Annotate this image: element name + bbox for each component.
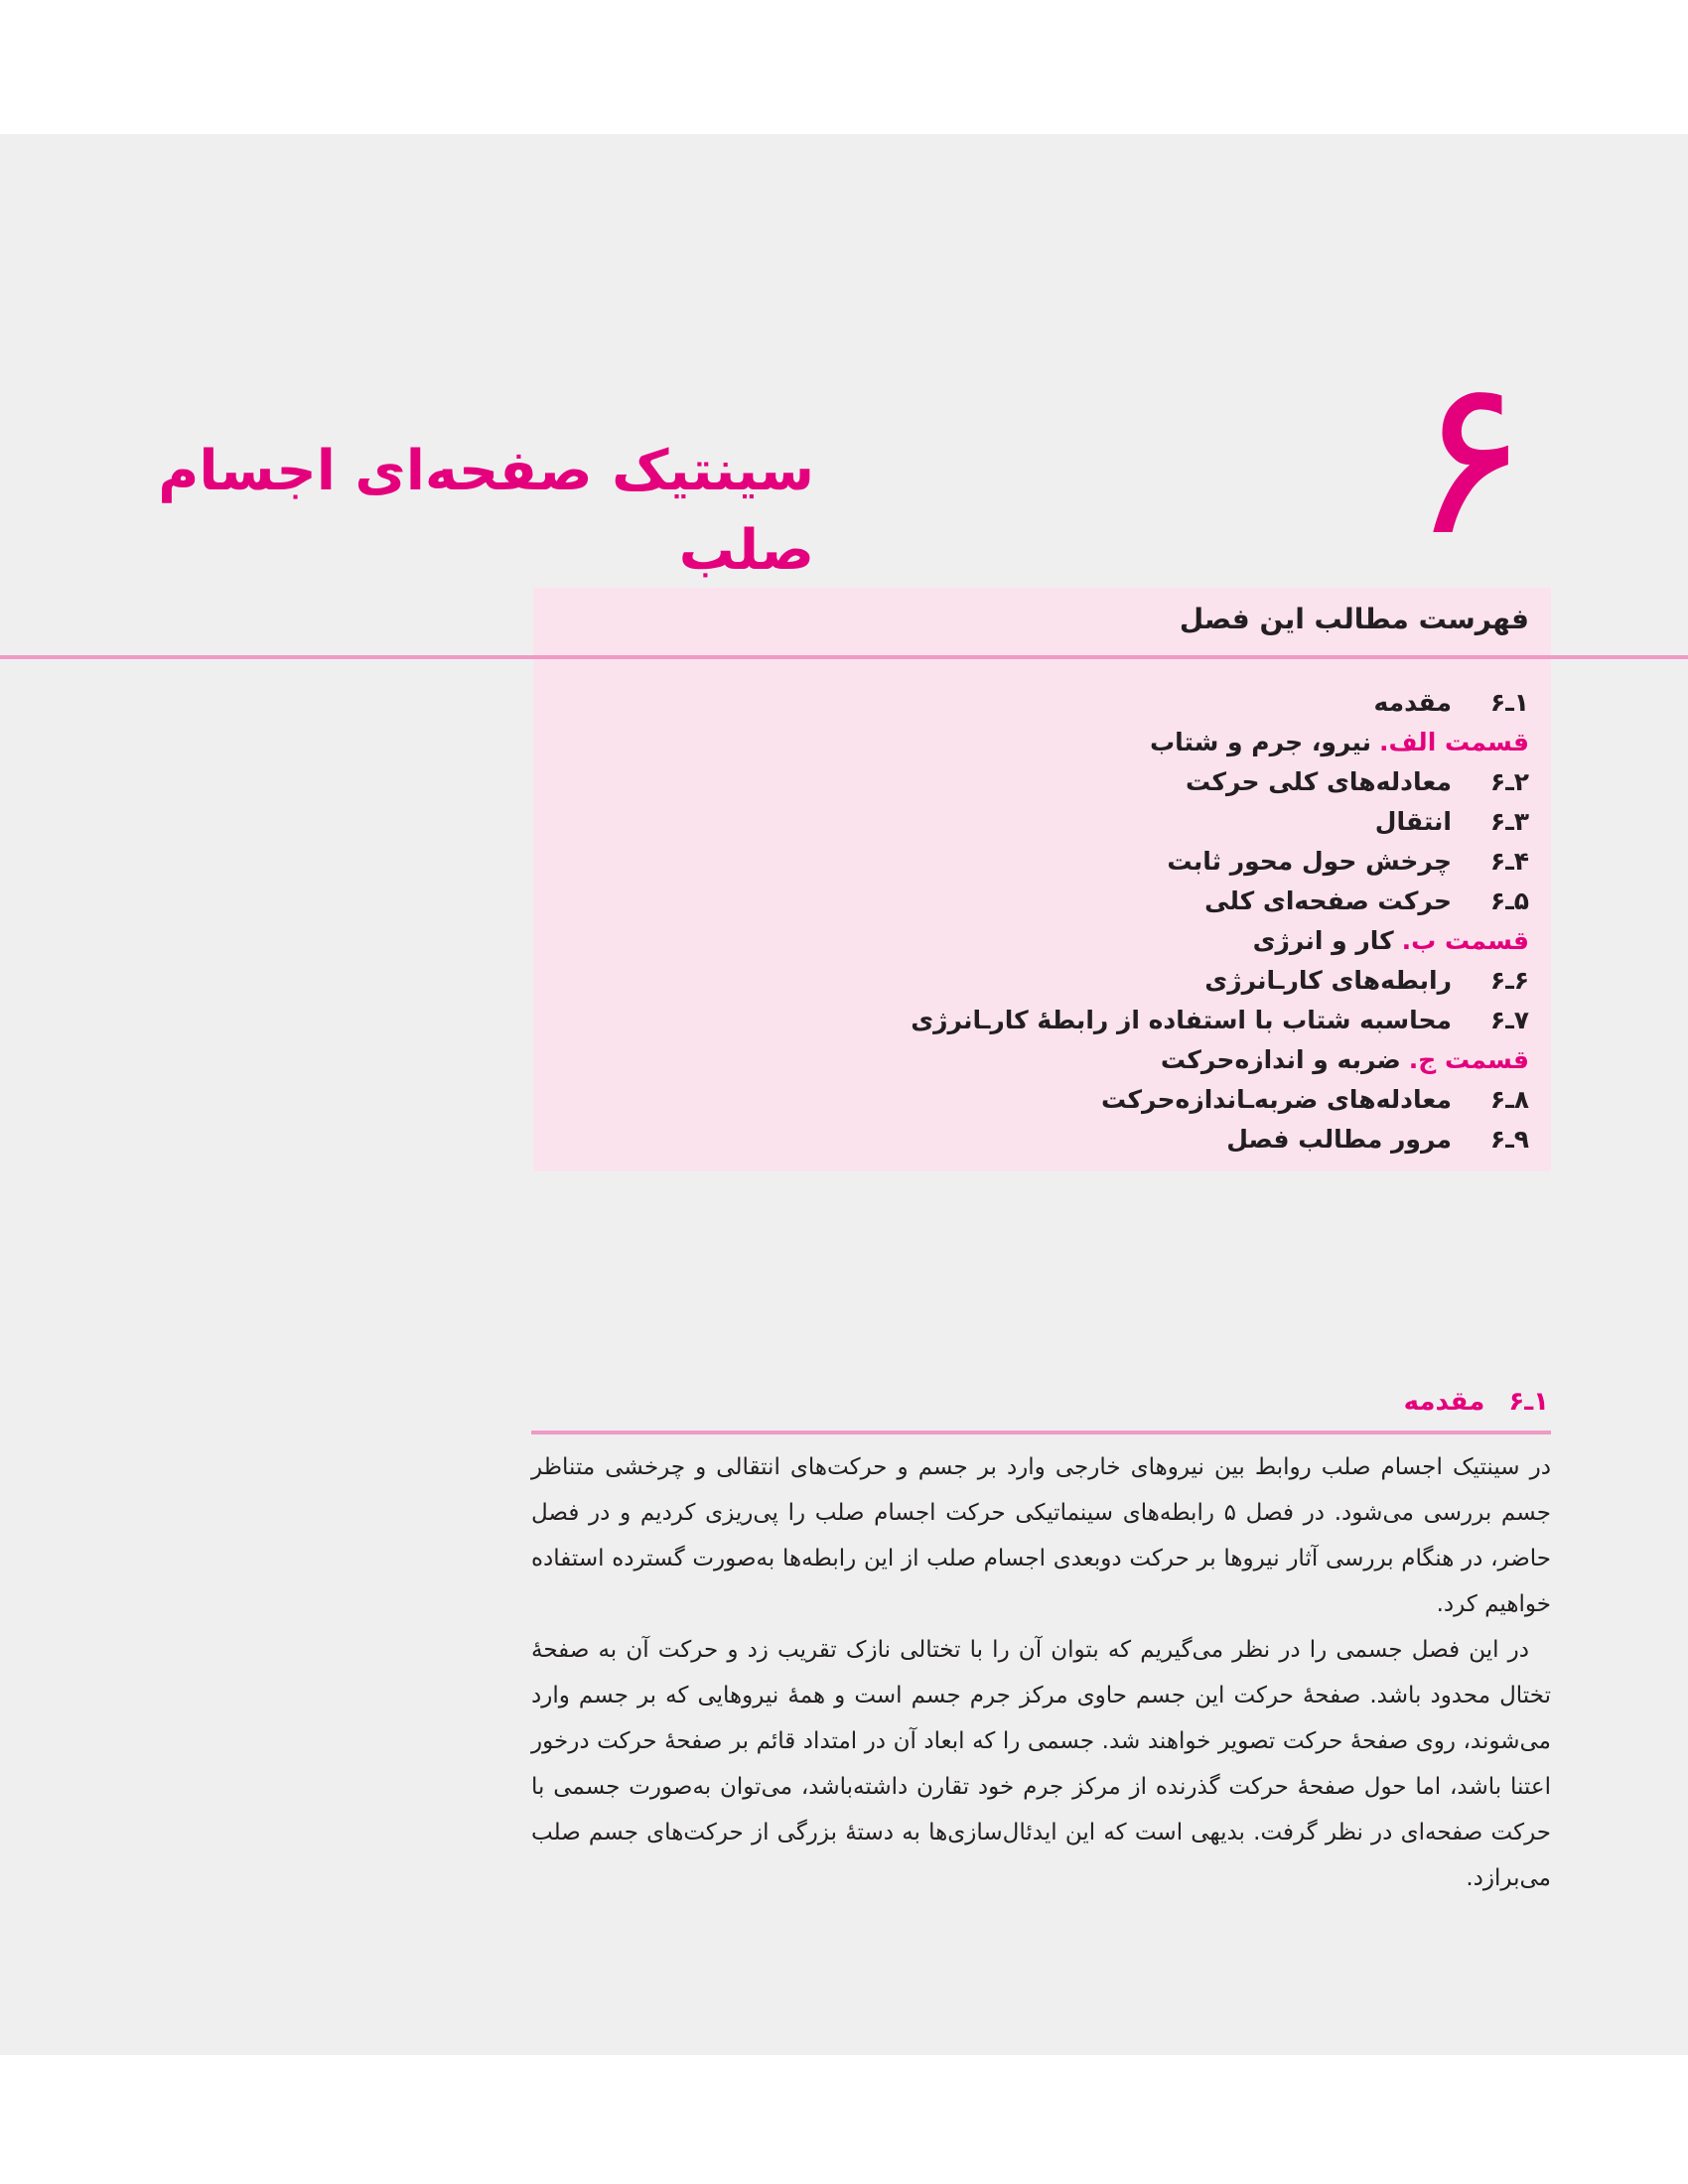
toc-part xyxy=(556,1040,1529,1080)
toc-item xyxy=(556,1080,1529,1120)
toc-item-number: ۶ـ۶ xyxy=(1489,966,1529,995)
body-text xyxy=(531,1444,1551,1901)
chapter-number: ۶ xyxy=(1410,330,1529,584)
toc-part xyxy=(556,921,1529,961)
toc-part-label: قسمت الف. xyxy=(1379,728,1529,756)
toc-item-number: ۴ـ۶ xyxy=(1489,847,1529,876)
toc-part-title: نیرو، جرم و شتاب xyxy=(1150,728,1372,756)
toc-item xyxy=(556,762,1529,802)
toc-item-label: محاسبه شتاب با استفاده از رابطهٔ کارـانرژی xyxy=(911,1006,1452,1034)
toc-item xyxy=(556,842,1529,882)
toc-part xyxy=(556,723,1529,762)
toc-item-number: ۳ـ۶ xyxy=(1489,807,1529,836)
toc-item xyxy=(556,961,1529,1001)
toc-item xyxy=(556,683,1529,723)
toc-item-label: مرور مطالب فصل xyxy=(1226,1125,1452,1154)
section-divider xyxy=(531,1431,1551,1434)
toc-item-label: معادله‌های ضربه‌ـاندازه‌حرکت xyxy=(1100,1085,1452,1114)
toc-part-label: قسمت ب. xyxy=(1401,926,1529,955)
toc-item-number: ۲ـ۶ xyxy=(1489,767,1529,796)
toc-item-number: ۵ـ۶ xyxy=(1489,887,1529,915)
toc-part-title: کار و انرژی xyxy=(1252,926,1394,955)
toc-item-label: معادله‌های کلی حرکت xyxy=(1185,767,1452,796)
toc-heading: فهرست مطالب این فصل xyxy=(1179,603,1529,635)
toc-item-number: ۱ـ۶ xyxy=(1489,688,1529,717)
toc-item xyxy=(556,1001,1529,1040)
section-number: ۱ـ۶ xyxy=(1508,1387,1549,1417)
toc-item-label: مقدمه xyxy=(1373,688,1452,717)
paragraph: در سینتیک اجسام صلب روابط بین نیروهای خارجی وارد بر جسم و حرکت‌های انتقالی و چرخشی متناظر جسم بررسی می‌شود. در فصل ۵ رابطه‌های سینماتیکی حرکت اجسام صلب را پی‌ریزی کردیم و در فصل حاضر، در هنگام بررسی آثار نیروها بر حرکت دوبعدی اجسام صلب از این رابطه‌ها به‌صورت گسترده استفاده خواهیم کرد. xyxy=(531,1454,1551,1617)
chapter-title: سینتیک صفحه‌ای اجسام صلب xyxy=(158,439,814,583)
toc-item xyxy=(556,802,1529,842)
section-heading xyxy=(1053,1382,1549,1422)
toc-item-label: رابطه‌های کارـانرژی xyxy=(1204,966,1452,995)
toc-item-label: حرکت صفحه‌ای کلی xyxy=(1204,887,1452,915)
paragraph: در این فصل جسمی را در نظر می‌گیریم که بتوان آن را با تختالی نازک تقریب زد و حرکت آن به صفحهٔ تختال محدود باشد. صفحهٔ حرکت این جسم حاوی مرکز جرم جسم است و همهٔ نیروهایی که بر جسم وارد می‌شوند، روی صفحهٔ حرکت تصویر خواهند شد. جسمی را که ابعاد آن در امتداد قائم بر صفحهٔ حرکت درخور اعتنا باشد، اما حول صفحهٔ حرکت گذرنده از مرکز جرم خود تقارن داشته‌باشد، می‌توان به‌صورت جسمی با حرکت صفحه‌ای در نظر گرفت. بدیهی است که این ایدئال‌سازی‌ها به دستهٔ بزرگی از حرکت‌های جسم صلب می‌برازد. xyxy=(531,1637,1551,1891)
toc-part-label: قسمت ج. xyxy=(1408,1045,1529,1074)
toc-item xyxy=(556,1120,1529,1160)
toc-list xyxy=(556,683,1529,1160)
toc-item-number: ۷ـ۶ xyxy=(1489,1006,1529,1034)
toc-divider xyxy=(0,655,1688,659)
toc-item-label: انتقال xyxy=(1374,807,1452,836)
toc-part-title: ضربه و اندازه‌حرکت xyxy=(1160,1045,1401,1074)
section-title: مقدمه xyxy=(1403,1387,1485,1417)
toc-item xyxy=(556,882,1529,921)
toc-item-number: ۹ـ۶ xyxy=(1489,1125,1529,1154)
toc-item-number: ۸ـ۶ xyxy=(1489,1085,1529,1114)
toc-item-label: چرخش حول محور ثابت xyxy=(1167,847,1452,876)
